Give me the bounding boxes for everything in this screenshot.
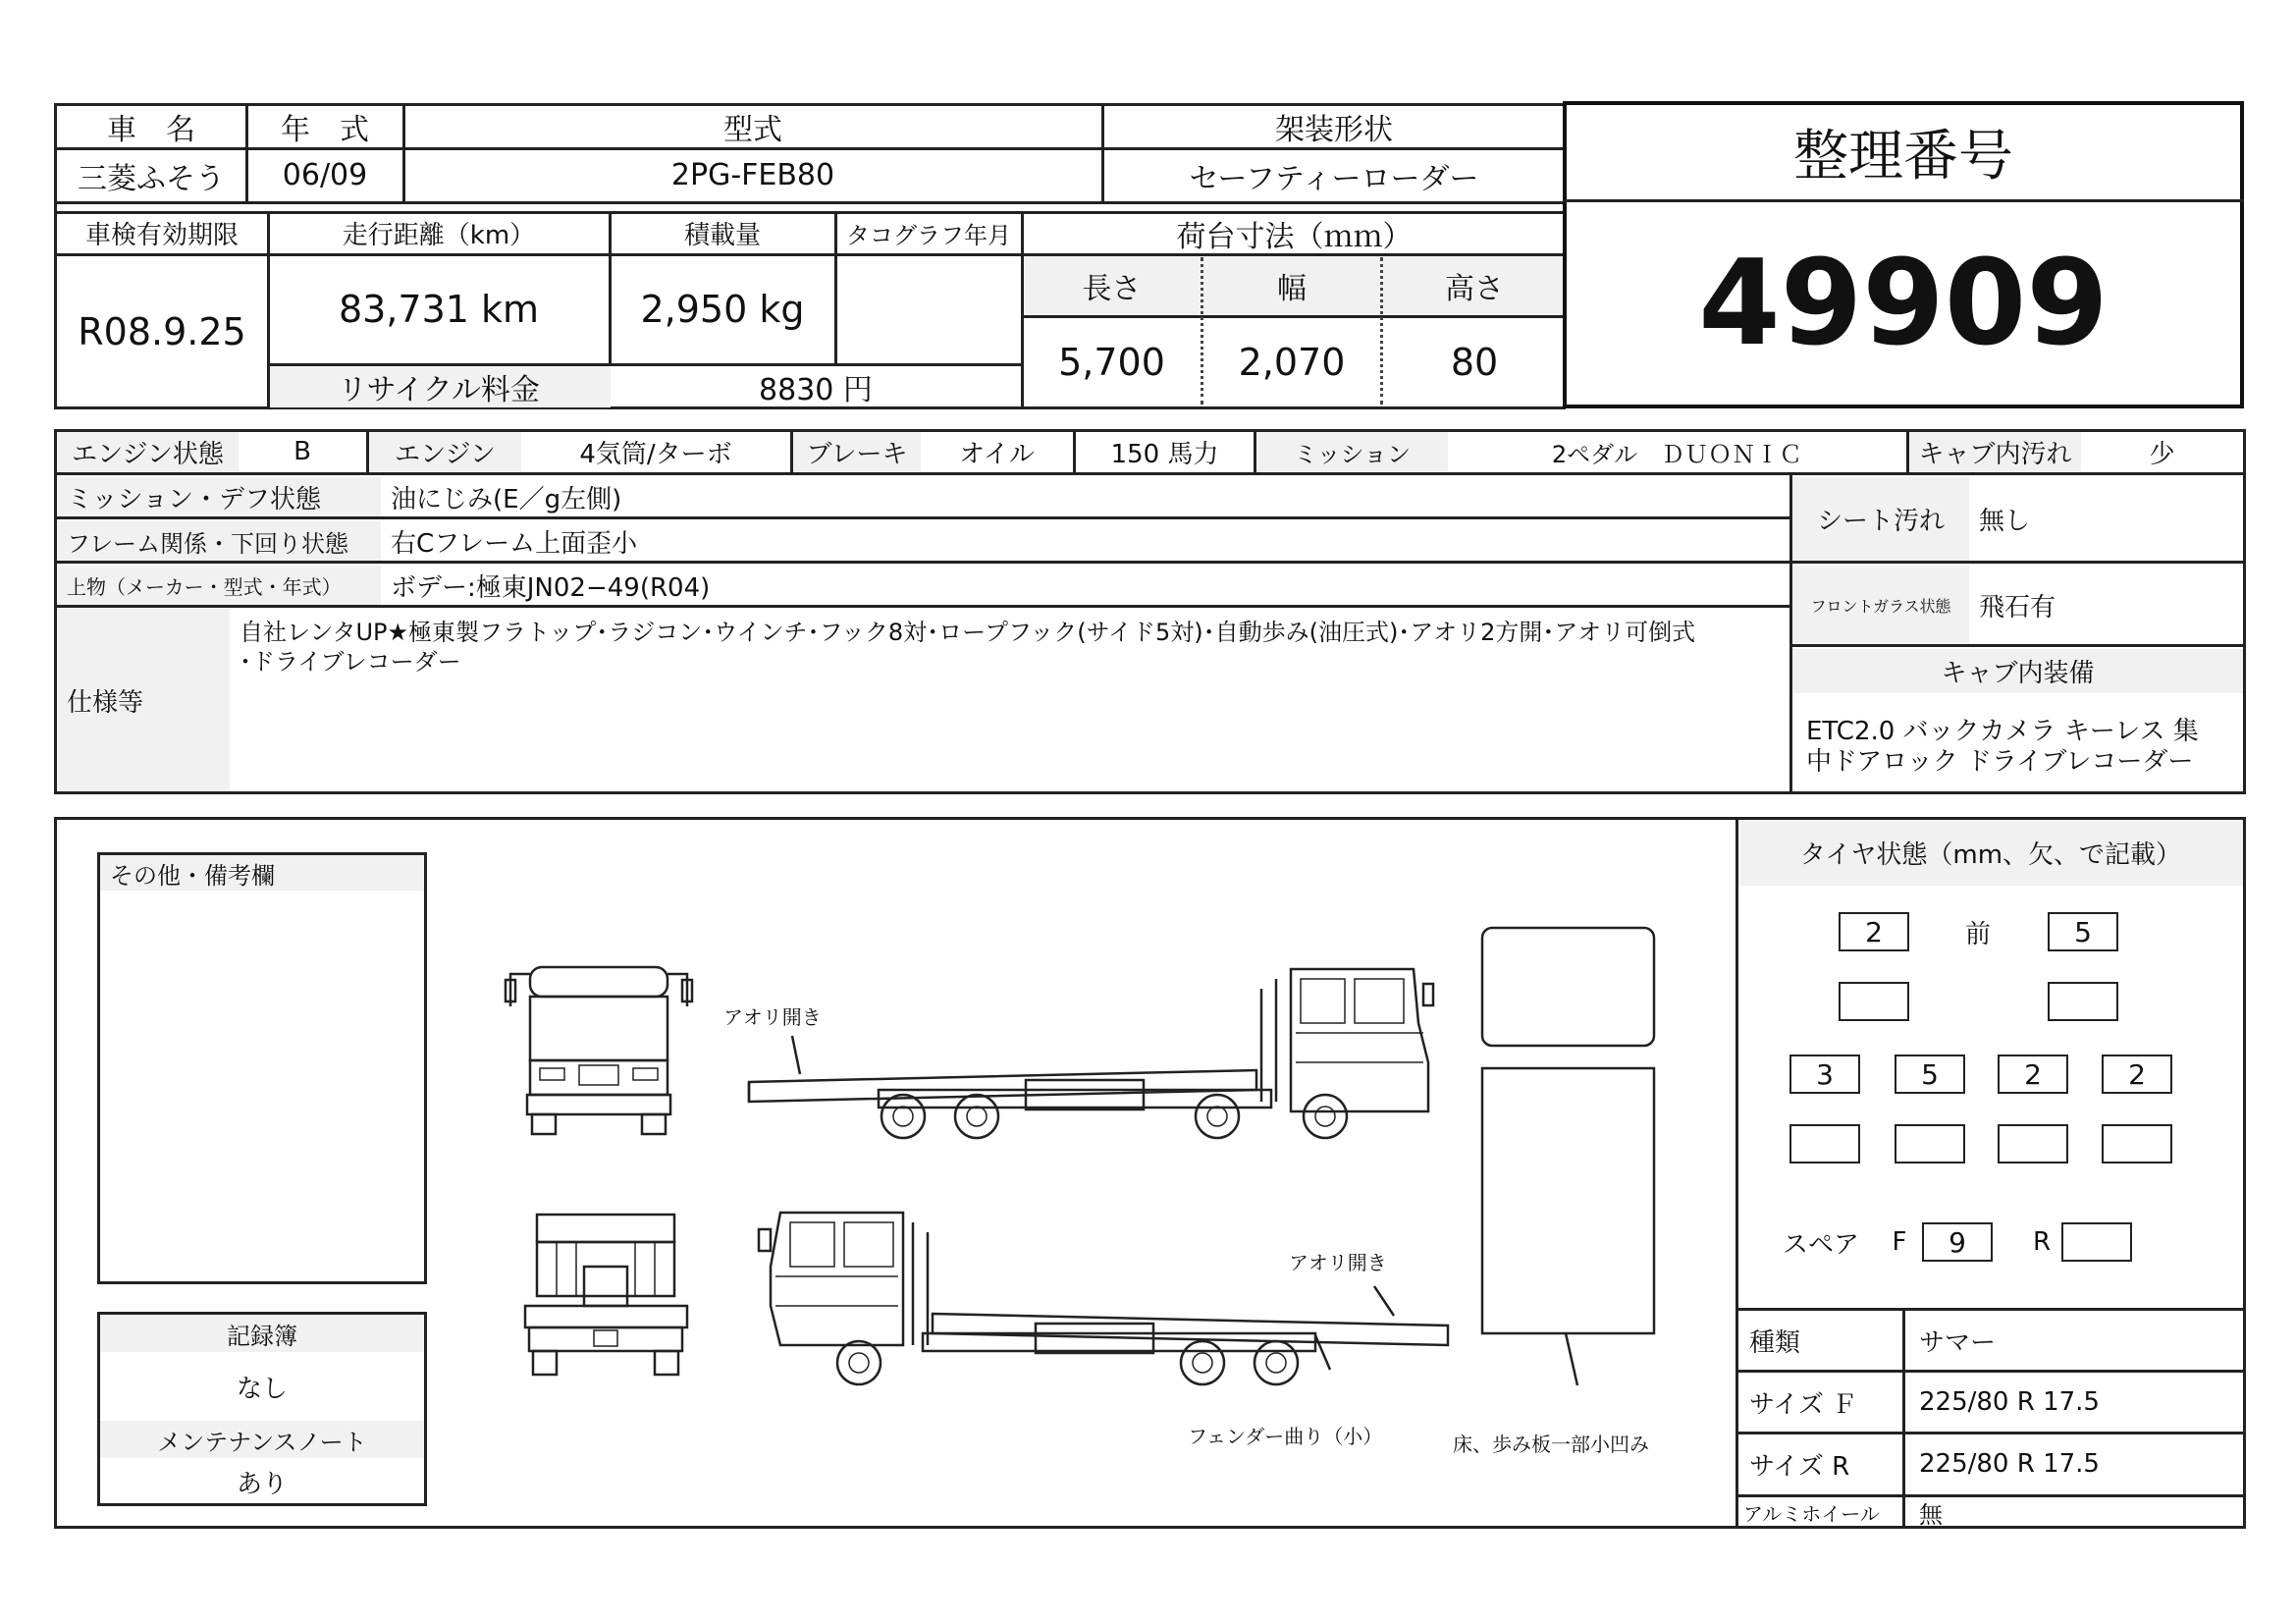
brake: オイル [959,439,1035,469]
recycle-label: リサイクル料金 [338,372,540,407]
inspection-date: R08.9.25 [78,309,246,353]
bed-width-label: 幅 [1277,271,1307,306]
size-f: 225/80 R 17.5 [1919,1387,2100,1417]
spare-f-label: F [1892,1227,1907,1257]
bed-length: 5,700 [1058,341,1165,384]
tire-rear-5 [1789,1124,1860,1163]
load-capacity: 2,950 kg [640,288,805,331]
size-r-label: サイズ R [1749,1451,1850,1482]
mileage: 83,731 km [338,288,540,331]
car-name-label: 車 名 [107,113,195,147]
cab-equip-label: キャブ内装備 [1941,659,2095,688]
record-value: なし [236,1374,288,1404]
spare-label: スペア [1782,1229,1859,1260]
frame-label: フレーム関係・下回り状態 [67,529,349,558]
tachograph [836,255,1021,363]
inspection-label: 車検有効期限 [84,221,239,250]
windshield-label: フロントガラス状態 [1810,596,1951,616]
upper-body-label: 上物（メーカー・型式・年式） [67,574,342,599]
tire-type-label: 種類 [1749,1327,1801,1358]
truck-front-view [506,962,692,1139]
equipment-line-2: ･ドライブレコーダー [240,648,461,676]
upper-body: ボデー:極東JN02−49(R04) [391,572,711,603]
engine-cond-label: エンジン状態 [72,439,224,469]
car-name: 三菱ふそう [78,161,225,196]
tire-front-left-inner [1839,982,1909,1021]
bed-dims-label: 荷台寸法（ｍｍ） [1176,219,1413,254]
mission: 2ペダル ＤＵＯＮＩＣ [1551,440,1803,468]
remarks-box [97,852,427,1284]
maintenance-value: あり [236,1470,288,1499]
horsepower: 150 馬力 [1110,439,1219,469]
fender-note: フェンダー曲り（小） [1188,1425,1383,1448]
model-label: 型式 [723,113,782,147]
size-f-label: サイズ Ｆ [1749,1389,1858,1420]
model: 2PG-FEB80 [670,158,835,192]
size-r: 225/80 R 17.5 [1919,1449,2100,1479]
alu-wheel-label: アルミホイール [1743,1501,1880,1526]
body-type-label: 架装形状 [1275,113,1393,147]
tire-front-left: 2 [1839,912,1909,951]
tire-rear-1: 3 [1789,1055,1860,1094]
tire-rear-4: 2 [2102,1055,2172,1094]
engine-cond: B [294,437,311,466]
body-type: セーフティーローダー [1189,161,1479,196]
remarks-label: その他・備考欄 [110,861,275,890]
windshield: 飛石有 [1979,592,2056,622]
spare-front: 9 [1922,1222,1993,1262]
maintenance-label: メンテナンスノート [157,1428,367,1456]
bed-height: 80 [1450,341,1499,384]
seat-dirt-label: シート汚れ [1816,507,1945,536]
cab-dirt: 少 [2149,439,2175,469]
bed-height-label: 高さ [1445,271,1504,306]
truck-side-view-left [741,1208,1458,1394]
tire-rear-3: 2 [1998,1055,2068,1094]
record-label: 記録簿 [227,1322,297,1350]
year: 06/09 [282,158,368,192]
bed-length-label: 長さ [1082,271,1142,306]
cab-equip-line-2: 中ドアロック ドライブレコーダー [1806,747,2194,777]
ref-number-label: 整理番号 [1793,125,2013,189]
tire-type: サマー [1919,1327,1997,1358]
alu-wheel: 無 [1919,1500,1943,1529]
tire-rear-6 [1895,1124,1965,1163]
mission-label: ミッション [1293,440,1412,468]
engine: 4気筒/ターボ [579,439,732,469]
equipment-line-1: 自社レンタUP★極東製フラトップ･ラジコン･ウインチ･フック8対･ロープフック(サイド5対)･自動歩み(油圧式)･アオリ2方開･アオリ可倒式 [240,619,1696,644]
tire-front-right: 5 [2048,912,2118,951]
spare-r-label: R [2032,1227,2052,1257]
tire-rear-7 [1998,1124,2068,1163]
ref-number: 49909 [1698,236,2109,372]
cab-dirt-label: キャブ内汚れ [1918,439,2072,469]
aori-label-top: アオリ開き [723,1005,822,1029]
spare-rear [2061,1222,2132,1262]
bed-width: 2,070 [1238,341,1346,384]
recycle-fee: 8830 円 [759,372,873,407]
year-label: 年 式 [281,113,369,147]
tire-rear-2: 5 [1895,1055,1965,1094]
tire-front-right-inner [2048,982,2118,1021]
mission-diff: 油にじみ(E／g左側) [391,484,622,514]
frame-condition: 右Cフレーム上面歪小 [391,528,638,559]
brake-label: ブレーキ [806,439,908,469]
equipment-label: 仕様等 [67,687,144,718]
truck-top-view [1477,926,1674,1446]
tire-rear-8 [2102,1124,2172,1163]
tire-title: タイヤ状態（mm、欠、で記載） [1799,840,2182,870]
engine-label: エンジン [395,439,496,469]
load-label: 積載量 [683,221,761,250]
truck-side-view-right [741,964,1438,1146]
tachograph-label: タコグラフ年月 [846,222,1011,249]
cab-equip-line-1: ETC2.0 バックカメラ キーレス 集 [1806,717,2199,746]
mileage-label: 走行距離（km） [342,221,536,250]
seat-dirt: 無し [1979,507,2031,536]
front-label: 前 [1964,919,1991,949]
truck-rear-view [525,1213,692,1384]
floor-note: 床、歩み板一部小凹み [1453,1433,1649,1456]
aori-label-bottom: アオリ開き [1289,1251,1387,1274]
mission-diff-label: ミッション・デフ状態 [67,484,321,514]
